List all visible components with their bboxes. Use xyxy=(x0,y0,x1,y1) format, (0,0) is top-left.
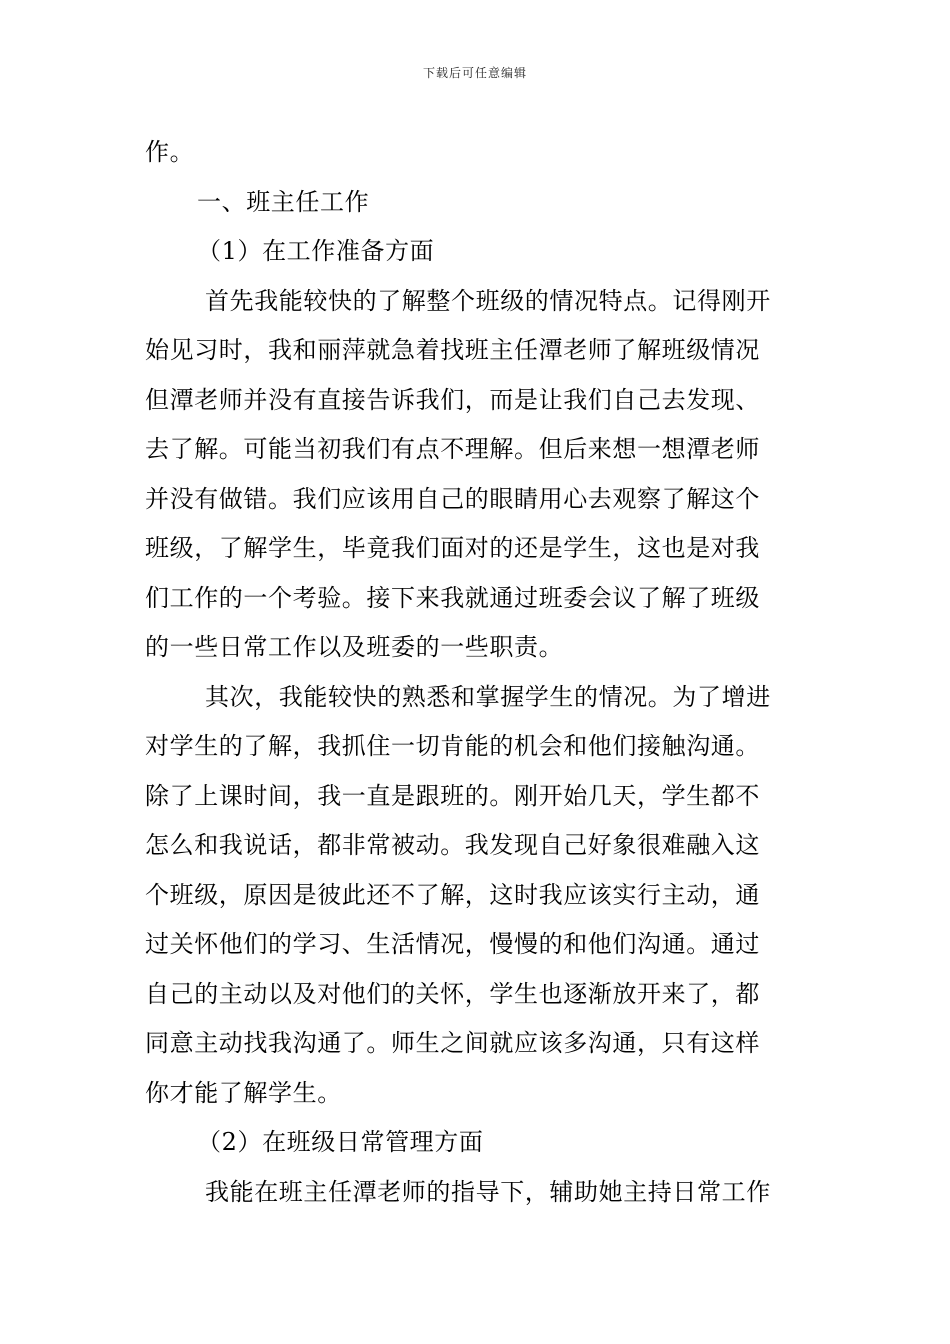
subsection-heading: （2）在班级日常管理方面 xyxy=(197,1128,484,1156)
section-heading: 一、班主任工作 xyxy=(197,187,370,216)
text-line: 去了解。可能当初我们有点不理解。但后来想一想潭老师 xyxy=(145,435,760,463)
document-body xyxy=(145,128,815,1217)
text-line: 并没有做错。我们应该用自己的眼睛用心去观察了解这个 xyxy=(145,484,760,513)
paragraph-first-line: 其次，我能较快的熟悉和掌握学生的情况。为了增进 xyxy=(205,682,771,711)
text-line: 个班级，原因是彼此还不了解，这时我应该实行主动，通 xyxy=(145,880,760,909)
page-header: 下载后可任意编辑 xyxy=(422,66,527,80)
text-line: 过关怀他们的学习、生活情况，慢慢的和他们沟通。通过 xyxy=(145,930,760,958)
text-line: 自己的主动以及对他们的关怀，学生也逐渐放开来了，都 xyxy=(145,979,760,1008)
text-line: 班级，了解学生，毕竟我们面对的还是学生，这也是对我 xyxy=(145,534,760,562)
text-line: 你才能了解学生。 xyxy=(145,1078,342,1107)
text-line: 但潭老师并没有直接告诉我们，而是让我们自己去发现、 xyxy=(145,385,760,414)
text-line: 作。 xyxy=(145,138,195,166)
text-line: 怎么和我说话，都非常被动。我发现自己好象很难融入这 xyxy=(145,831,760,859)
text-line: 同意主动找我沟通了。师生之间就应该多沟通，只有这样 xyxy=(145,1029,760,1057)
text-line: 们工作的一个考验。接下来我就通过班委会议了解了班级 xyxy=(145,583,760,612)
subsection-heading: （1）在工作准备方面 xyxy=(197,237,435,265)
paragraph-first-line: 我能在班主任潭老师的指导下，辅助她主持日常工作 xyxy=(205,1177,771,1206)
text-line: 始见习时，我和丽萍就急着找班主任潭老师了解班级情况 xyxy=(145,336,760,364)
paragraph-first-line: 首先我能较快的了解整个班级的情况特点。记得刚开 xyxy=(205,286,771,315)
text-line: 除了上课时间，我一直是跟班的。刚开始几天，学生都不 xyxy=(145,781,760,810)
text-line: 对学生的了解，我抓住一切肯能的机会和他们接触沟通。 xyxy=(145,732,760,760)
text-line: 的一些日常工作以及班委的一些职责。 xyxy=(145,633,564,661)
